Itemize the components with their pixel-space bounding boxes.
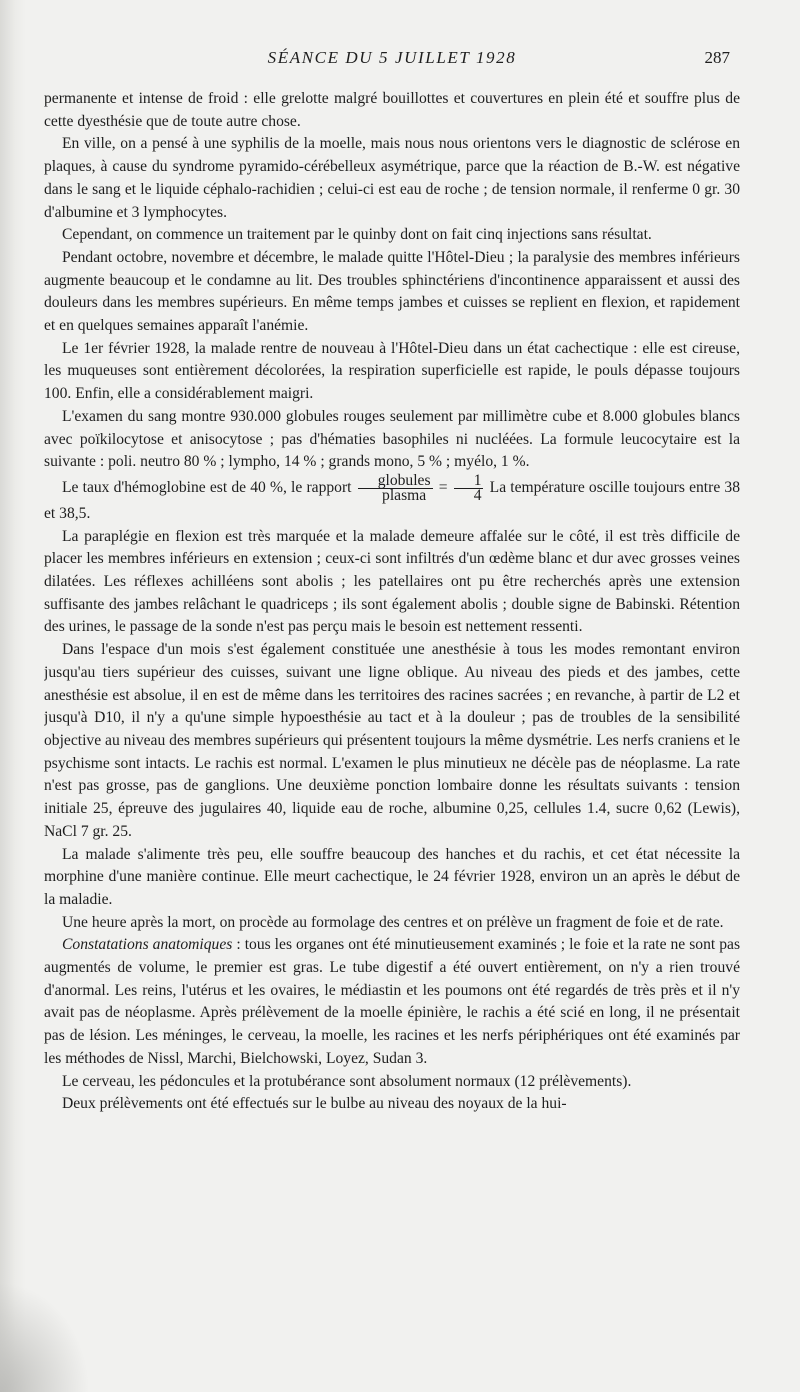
paragraph: Dans l'espace d'un mois s'est également constituée une anesthésie à tous les modes remontant environ jusqu'au tiers supérieur des cuisses, suivant une ligne oblique. Au niveau des pieds et des jambes, cette anesthésie est absolue, il en est de même dans les territoires des racines sacrées ; en revanche, à partir de L2 et jusqu'à D10, il n'y a qu'une simple hypoesthésie au tact et à la douleur ; pas de troubles de la sensibilité objective au niveau des membres supérieurs qui présentent toujours la même dysmétrie. Les nerfs craniens et le psychisme sont intacts. Le rachis est normal. L'examen le plus minutieux ne décèle pas de néoplasme. La rate n'est pas grosse, pas de ganglions. Une deuxième ponction lombaire donne les résultats suivants : tension initiale 25, épreuve des jugulaires 40, liquide eau de roche, albumine 0,25, cellules 1.4, sucre 0,62 (Lewis), NaCl 7 gr. 25. bbox=[44, 641, 740, 840]
fraction-denominator: plasma bbox=[382, 486, 427, 504]
fraction-value-denominator: 4 bbox=[473, 486, 482, 504]
page-header bbox=[44, 46, 740, 72]
paragraph: Le 1er février 1928, la malade rentre de nouveau à l'Hôtel-Dieu dans un état cachectique : elle est cireuse, les muqueuses sont entièrement décolorées, la respiration superficielle est rapide, le pouls dépasse toujours 100. Enfin, elle a considérablement maigri. bbox=[44, 339, 740, 403]
paragraph-constatations bbox=[44, 934, 740, 1070]
paragraph: Cependant, on commence un traitement par le quinby dont on fait cinq injections sans résultat. bbox=[62, 226, 652, 244]
section-label: Constatations anatomiques bbox=[62, 936, 233, 954]
running-title: SÉANCE DU 5 JUILLET 1928 bbox=[267, 48, 517, 67]
ratio-value bbox=[454, 471, 484, 504]
paragraph: En ville, on a pensé à une syphilis de la moelle, mais nous nous orientons vers le diagnostic de sclérose en plaques, à cause du syndrome pyramido-cérébelleux asymétrique, parce que la réaction de B.-W. est négative dans le sang et le liquide céphalo-rachidien ; celui-ci est eau de roche ; de tension normale, il renferme 0 gr. 30 d'albumine et 3 lymphocytes. bbox=[44, 135, 740, 221]
paragraph: L'examen du sang montre 930.000 globules rouges seulement par millimètre cube et 8.000 globules blancs avec poïkilocytose et anisocytose ; pas d'hématies basophiles ni nucléées. La formule leucocytaire est la suivante : poli. neutro 80 % ; lympho, 14 % ; grands mono, 5 % ; myélo, 1 %. bbox=[44, 407, 740, 471]
fraction-value-numerator: 1 bbox=[454, 474, 484, 489]
page-edge-shadow bbox=[0, 0, 26, 1392]
paragraph-text: La température oscille toujours entre 38 et 38,5. bbox=[44, 479, 740, 522]
paragraph: La malade s'alimente très peu, elle souffre beaucoup des hanches et du rachis, et cet état nécessite la morphine d'une manière continue. Elle meurt cachectique, le 24 février 1928, environ un an après le début de la maladie. bbox=[44, 845, 740, 908]
paragraph-text: Le taux d'hémoglobine est de 40 %, le rapport bbox=[62, 479, 352, 497]
paragraph: Pendant octobre, novembre et décembre, le malade quitte l'Hôtel-Dieu ; la paralysie des membres inférieurs augmente beaucoup et le condamne au lit. Des troubles sphinctériens d'incontinence apparaissent et aussi des douleurs dans les membres supérieurs. En même temps jambes et cuisses se replient en flexion, et rapidement et en quelques semaines apparaît l'anémie. bbox=[44, 248, 740, 335]
paragraph: Deux prélèvements ont été effectués sur le bulbe au niveau des noyaux de la hui- bbox=[62, 1095, 567, 1113]
paragraph: La paraplégie en flexion est très marquée et la malade demeure affalée sur le côté, il est très difficile de placer les membres inférieurs en extension ; ceux-ci sont infiltrés d'un œdème blanc et dur avec grosses veines dilatées. Les réflexes achilléens sont abolis ; les patellaires ont pu être recherchés après une extension suffisante des jambes relâchant le quadriceps ; ils sont également abolis ; double signe de Babinski. Rétention des urines, le passage de la sonde n'est pas perçu mais le besoin est nettement ressenti. bbox=[44, 527, 740, 636]
body-text bbox=[44, 88, 740, 1378]
paragraph-text: : tous les organes ont été minutieusement examinés ; le foie et la rate ne sont pas augmentés de volume, le premier est gras. Le tube digestif a été ouvert entièrement, on n'y a rien trouvé d'anormal. Les reins, l'utérus et les ovaires, le médiastin et les poumons ont été regardés de très près et il n'y avait pas de néoplasme. Après prélèvement de la moelle épinière, le rachis a été scié en long, il ne présentait pas de lésion. Les méninges, le cerveau, la moelle, les racines et les nerfs périphériques ont été examinés par les méthodes de Nissl, Marchi, Bielchowski, Loyez, Sudan 3. bbox=[44, 936, 740, 1067]
fraction-numerator: globules bbox=[358, 474, 433, 489]
paragraph: Une heure après la mort, on procède au formolage des centres et on prélève un fragment de foie et de rate. bbox=[62, 913, 724, 931]
paragraph: permanente et intense de froid : elle grelotte malgré bouillottes et couvertures en plein été et souffre plus de cette dyesthésie que de toute autre chose. bbox=[44, 90, 740, 130]
paragraph: Le cerveau, les pédoncules et la protubérance sont absolument normaux (12 prélèvements). bbox=[62, 1072, 632, 1090]
paragraph-hemoglobin: Le taux d'hémoglobine est de 40 %, le rapport $\frac{\text{globules}}{\text{plasma}}$ = $\frac{1}{4}$ La température oscille toujours entre 38 et 38,5. bbox=[44, 471, 740, 522]
ratio-fraction bbox=[358, 471, 433, 504]
page-number: 287 bbox=[704, 48, 730, 67]
